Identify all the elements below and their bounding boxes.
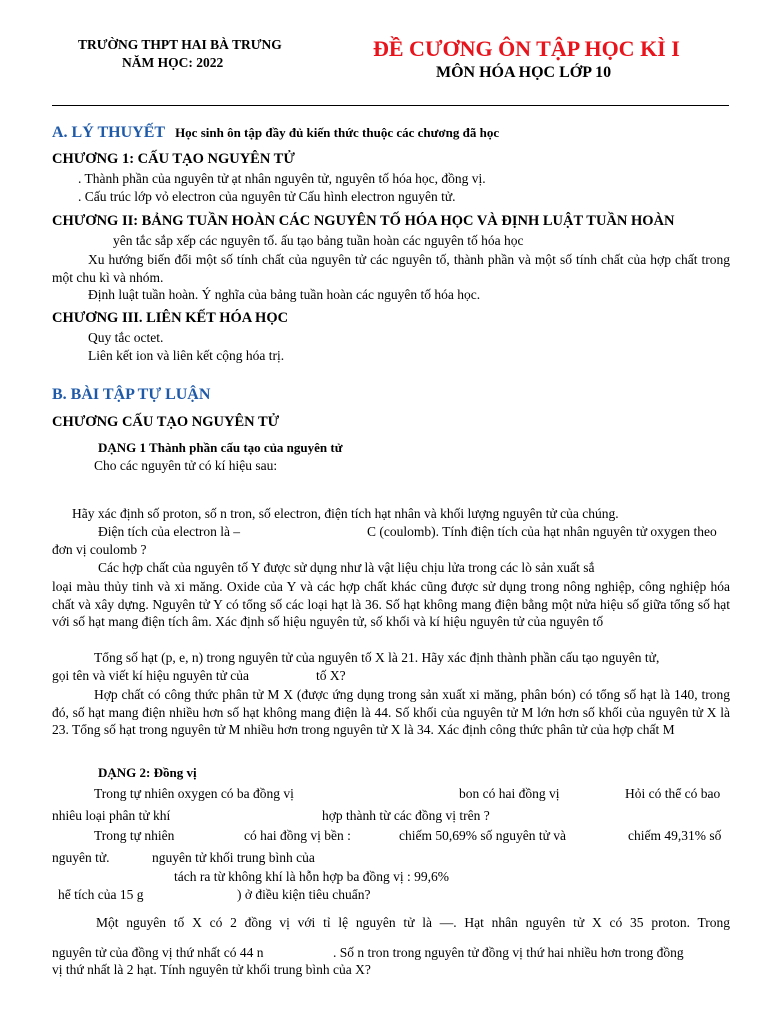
chapter-2-line-1: yên tắc sắp xếp các nguyên tố. ấu tạo bảng tuần hoàn các nguyên tố hóa học	[113, 233, 524, 248]
dang-1-q4-line-2b: tố X?	[316, 668, 346, 683]
part-b-chapter-title: CHƯƠNG CẤU TẠO NGUYÊN TỬ	[52, 414, 280, 430]
dang-2-q4-line-2b: . Số n tron trong nguyên tử đồng vị thứ hai nhiều hơn trong đồng	[333, 945, 684, 960]
dang-1-q2-part-a: Điện tích của electron là –	[98, 524, 241, 539]
dang-2-q1-a: Trong tự nhiên oxygen có ba đồng vị	[94, 786, 294, 801]
dang-2-q4-line-3: vị thứ nhất là 2 hạt. Tính nguyên tử khối trung bình của X?	[52, 962, 371, 977]
chapter-3-title: CHƯƠNG III. LIÊN KẾT HÓA HỌC	[52, 310, 289, 326]
dang-2-q3-b: hể tích của 15 g	[58, 887, 144, 902]
section-a-note: Học sinh ôn tập đầy đủ kiến thức thuộc các chương đã học	[175, 125, 500, 140]
dang-2-q1-b: bon có hai đồng vị	[459, 786, 560, 801]
dang-2-q1-c: Hỏi có thể có bao	[625, 786, 721, 801]
dang-1-q3-paragraph: loại màu thủy tinh và xi măng. Oxide của Y và các hợp chất khác cũng được sử dụng trong nông nghiệp, công nghiệp hóa chất và xây dựng. Nguyên tử Y có tổng số các loại hạt là 36. Số hạt không mang điện bằng một nửa hiệu số giữa tổng số hạt với số hạt mang điện tích âm. Xác định số hiệu nguyên tử, số khối và kí hiệu nguyên tử của nguyên tố	[52, 579, 730, 629]
dang-2-q2-c: chiếm 50,69% số nguyên tử và	[399, 828, 567, 843]
dang-2-q4-line-2a: nguyên tử của đồng vị thứ nhất có 44 n	[52, 945, 264, 960]
dang-2-q3-a: tách ra từ không khí là hỗn hợp ba đồng vị : 99,6%	[174, 869, 450, 884]
chapter-1-title: CHƯƠNG 1: CẤU TẠO NGUYÊN TỬ	[52, 151, 295, 167]
section-b-heading: B. BÀI TẬP TỰ LUẬN	[52, 386, 211, 403]
dang-1-q4-line-1: Tổng số hạt (p, e, n) trong nguyên tử của nguyên tố X là 21. Hãy xác định thành phần cấu tạo nguyên tử,	[94, 650, 660, 665]
dang-2-q3-c: ) ở điều kiện tiêu chuẩn?	[237, 887, 371, 902]
chapter-2-line-3: Định luật tuần hoàn. Ý nghĩa của bảng tuần hoàn các nguyên tố hóa học.	[88, 287, 481, 302]
dang-1-q1: Hãy xác định số proton, số n tron, số electron, điện tích hạt nhân và khối lượng nguyên tử của chúng.	[72, 506, 619, 521]
chapter-2-paragraph: Xu hướng biến đổi một số tính chất của nguyên tử các nguyên tố, thành phần và một số tính chất của hợp chất trong một chu kì và nhóm.	[52, 252, 730, 285]
chapter-2-title: CHƯƠNG II: BẢNG TUẦN HOÀN CÁC NGUYÊN TỐ HÓA HỌC VÀ ĐỊNH LUẬT TUẦN HOÀN	[52, 213, 675, 229]
dang-2-q2-a: Trong tự nhiên	[94, 828, 175, 843]
dang-2-q1-e: hợp thành từ các đồng vị trên ?	[322, 808, 490, 823]
chapter-1-line-1: . Thành phần của nguyên tử ạt nhân nguyên tử, nguyên tố hóa học, đồng vị.	[78, 171, 486, 186]
dang-2-q2-b: có hai đồng vị bền :	[244, 828, 351, 843]
school-name: TRƯỜNG THPT HAI BÀ TRƯNG	[78, 37, 282, 52]
dang-2-q2-e: nguyên tử.	[52, 850, 110, 865]
dang-1-q3-line-1: Các hợp chất của nguyên tố Y được sử dụng như là vật liệu chịu lửa trong các lò sản xuất sắ	[98, 560, 595, 575]
dang-2-q1-d: nhiêu loại phân tử khí	[52, 808, 171, 823]
chapter-1-line-2: . Cấu trúc lớp vỏ electron của nguyên tử Cấu hình electron nguyên tử.	[78, 189, 456, 204]
dang-1-q4-line-2a: gọi tên và viết kí hiệu nguyên tử của	[52, 668, 250, 683]
dang-1-title: DẠNG 1 Thành phần cấu tạo của nguyên tử	[98, 440, 343, 455]
document-title: ĐỀ CƯƠNG ÔN TẬP HỌC KÌ I	[373, 36, 680, 61]
dang-2-title: DẠNG 2: Đồng vị	[98, 765, 197, 780]
dang-1-q5-paragraph: Hợp chất có công thức phân tử M X (được ứng dụng trong sản xuất xi măng, phân bón) có tổng số hạt là 140, trong đó, số hạt mang điện nhiều hơn số hạt không mang điện là 44. Số khối của nguyên tử M lớn hơn số khối của nguyên tử X là 23. Tổng số hạt trong nguyên tử M nhiều hơn trong nguyên tử X là 34. Xác định công thức phân tử của hợp chất M	[52, 687, 730, 737]
section-a-heading	[52, 124, 499, 142]
dang-1-q2-part-b: C (coulomb). Tính điện tích của hạt nhân nguyên tử oxygen theo	[367, 524, 717, 539]
school-year: NĂM HỌC: 2022	[122, 55, 224, 70]
dang-1-q2-part-c: đơn vị coulomb ?	[52, 542, 147, 557]
dang-2-q2-d: chiếm 49,31% số	[628, 828, 722, 843]
dang-1-intro: Cho các nguyên tử có kí hiệu sau:	[94, 458, 278, 473]
chapter-3-line-2: Liên kết ion và liên kết cộng hóa trị.	[88, 348, 285, 363]
dang-2-q4-line-1: Một nguyên tố X có 2 đồng vị với tỉ lệ nguyên tử là —. Hạt nhân nguyên tử X có 35 proton. Trong	[96, 915, 730, 930]
dang-2-q2-f: nguyên tử khối trung bình của	[152, 850, 315, 865]
section-a-label: A. LÝ THUYẾT	[52, 124, 166, 141]
chapter-3-line-1: Quy tắc octet.	[88, 330, 164, 345]
header-divider	[52, 105, 729, 106]
document-subtitle: MÔN HÓA HỌC LỚP 10	[436, 64, 612, 81]
